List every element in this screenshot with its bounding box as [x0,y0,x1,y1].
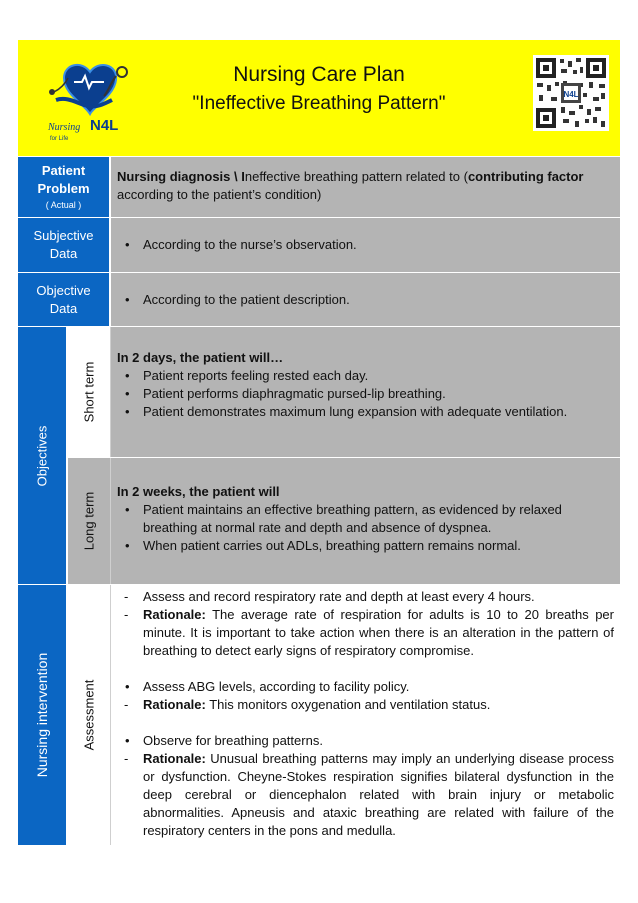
page-subtitle: "Ineffective Breathing Pattern" [192,93,446,114]
rationale-text: Unusual breathing patterns may imply an underlying disease process or dysfunction. Cheyne-Stokes respiration signifies bilateral dysfunction in the deep cerebral or diencephalon related with brain injury or metabolic abnormalities. Apneusis and ataxic breathing are related with failure of the respiratory centers in the pons and medulla. [143,751,614,838]
long-term-content [111,458,620,584]
assessment-rationale-1 [117,606,614,660]
nursing-intervention-row [18,584,620,845]
svg-text:Nursing: Nursing [48,122,81,133]
long-term-intro: In 2 weeks, the patient will [117,484,280,499]
diagnosis-bold-prefix: Nursing diagnosis \ I [117,169,245,184]
long-term-label [68,458,111,584]
care-plan-document [18,40,620,845]
assessment-label-text: Assessment [81,679,97,751]
assessment-rationale-3 [117,750,614,840]
nursing-diagnosis [111,157,620,217]
rationale-label: Rationale: [143,697,206,712]
long-term-block [68,458,620,584]
assessment-label [68,585,111,845]
objective-data-label [18,273,111,326]
rationale-text: The average rate of respiration for adults is 10 to 20 breaths per minute. It is important to take action when there is an alteration in the pattern of breathing to detect early signs of respiratory compromise. [143,607,614,658]
diagnosis-text-end: according to the patient’s condition) [117,187,322,202]
diagnosis-text: neffective breathing pattern related to ( [244,169,468,184]
rationale-text: This monitors oxygenation and ventilation status. [205,697,491,712]
long-term-item: • When patient carries out ADLs, breathing pattern remains normal. [117,537,614,555]
subjective-label-line2: Data [49,246,78,261]
patient-label: Patient [41,163,86,178]
svg-text:for Life: for Life [50,136,69,142]
qr-code[interactable] [533,55,609,131]
long-term-label-text: Long term [81,491,97,551]
objectives-label [18,327,68,584]
patient-problem-label [18,157,111,217]
rationale-label: Rationale: [143,607,206,622]
rationale-label: Rationale: [143,751,206,766]
objective-data-content [111,273,620,326]
objective-label-line1: Objective [36,282,91,298]
page-title: Nursing Care Plan [233,63,405,86]
subjective-data-row [18,217,620,272]
subjective-item: • According to the nurse’s observation. [117,236,614,254]
patient-problem-row [18,156,620,217]
problem-label: Problem [37,181,90,196]
assessment-rationale-2 [117,696,614,714]
assessment-action-3: • Observe for breathing patterns. [117,732,614,750]
objectives-row [18,326,620,584]
assessment-action-1: - Assess and record respiratory rate and depth at least every 4 hours. [117,588,614,606]
objectives-label-text: Objectives [34,425,50,486]
nursing-intervention-label-text: Nursing intervention [34,652,50,778]
subjective-data-label [18,218,111,272]
subjective-label-line1: Subjective [33,228,94,243]
assessment-content [111,585,620,845]
short-term-item: • Patient performs diaphragmatic pursed-lip breathing. [117,385,614,403]
header-banner [18,40,620,156]
diagnosis-bold-factor: contributing factor [467,169,584,184]
short-term-item: • Patient demonstrates maximum lung expansion with adequate ventilation. [117,403,614,421]
short-term-content [111,327,620,457]
short-term-intro: In 2 days, the patient will… [117,350,284,365]
nursing-intervention-label [18,585,68,845]
short-term-item: • Patient reports feeling rested each day. [117,367,614,385]
svg-text:N4L: N4L [90,117,119,134]
objective-data-row [18,272,620,326]
long-term-item: • Patient maintains an effective breathing pattern, as evidenced by relaxed breathing at normal rate and depth and absence of dyspnea. [117,501,614,537]
short-term-label [68,327,111,457]
objective-label-line2: Data [49,300,78,316]
short-term-label-text: Short term [81,361,97,423]
svg-text:N4L: N4L [563,90,579,99]
objective-item: • According to the patient description. [117,291,614,309]
actual-label: ( Actual ) [45,200,82,210]
subjective-data-content [111,218,620,272]
assessment-action-2: • Assess ABG levels, according to facility policy. [117,678,614,696]
short-term-block [68,327,620,458]
